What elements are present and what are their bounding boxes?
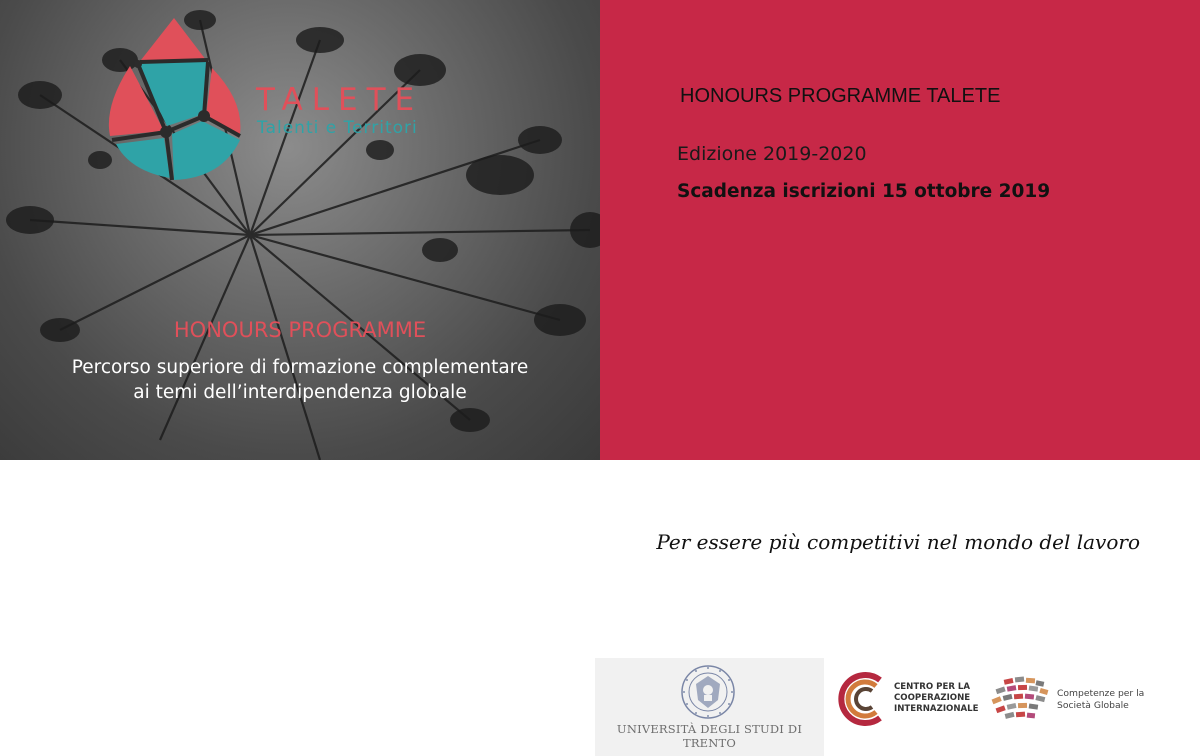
program-title: HONOURS PROGRAMME TALETE [680, 85, 1001, 107]
water-drop-logo-icon [104, 16, 246, 182]
hero-description-line: Percorso superiore di formazione complementare [71, 357, 529, 378]
cci-name-line: COOPERAZIONE [894, 693, 971, 703]
hero-description [20, 355, 580, 405]
edition-text: Edizione 2019-2020 [677, 143, 867, 165]
university-seal-icon [680, 664, 736, 720]
cci-circle-logo-icon [836, 670, 890, 728]
csg-logo[interactable] [990, 675, 1170, 725]
cci-logo[interactable] [836, 670, 986, 730]
talete-logo-title: TALETE [256, 82, 424, 118]
hero-banner [0, 0, 600, 460]
hero-description-line: ai temi dell’interdipendenza globale [133, 382, 467, 403]
university-trento-logo[interactable] [595, 658, 824, 756]
cci-name-line: INTERNAZIONALE [894, 704, 979, 714]
globe-bricks-logo-icon [990, 675, 1052, 721]
deadline-text: Scadenza iscrizioni 15 ottobre 2019 [677, 181, 1051, 202]
university-name: UNIVERSITÀ DEGLI STUDI DI TRENTO [616, 722, 803, 750]
tagline: Per essere più competitivi nel mondo del lavoro [656, 530, 1140, 554]
csg-name [1057, 688, 1144, 712]
csg-name-line: Società Globale [1057, 700, 1129, 711]
program-info-panel [600, 0, 1200, 460]
csg-name-line: Competenze per la [1057, 688, 1145, 699]
cci-name-line: CENTRO PER LA [894, 682, 971, 692]
hero-heading: HONOURS PROGRAMME [173, 318, 427, 342]
talete-logo-subtitle: Talenti e Territori [257, 118, 418, 138]
cci-name [894, 682, 979, 715]
